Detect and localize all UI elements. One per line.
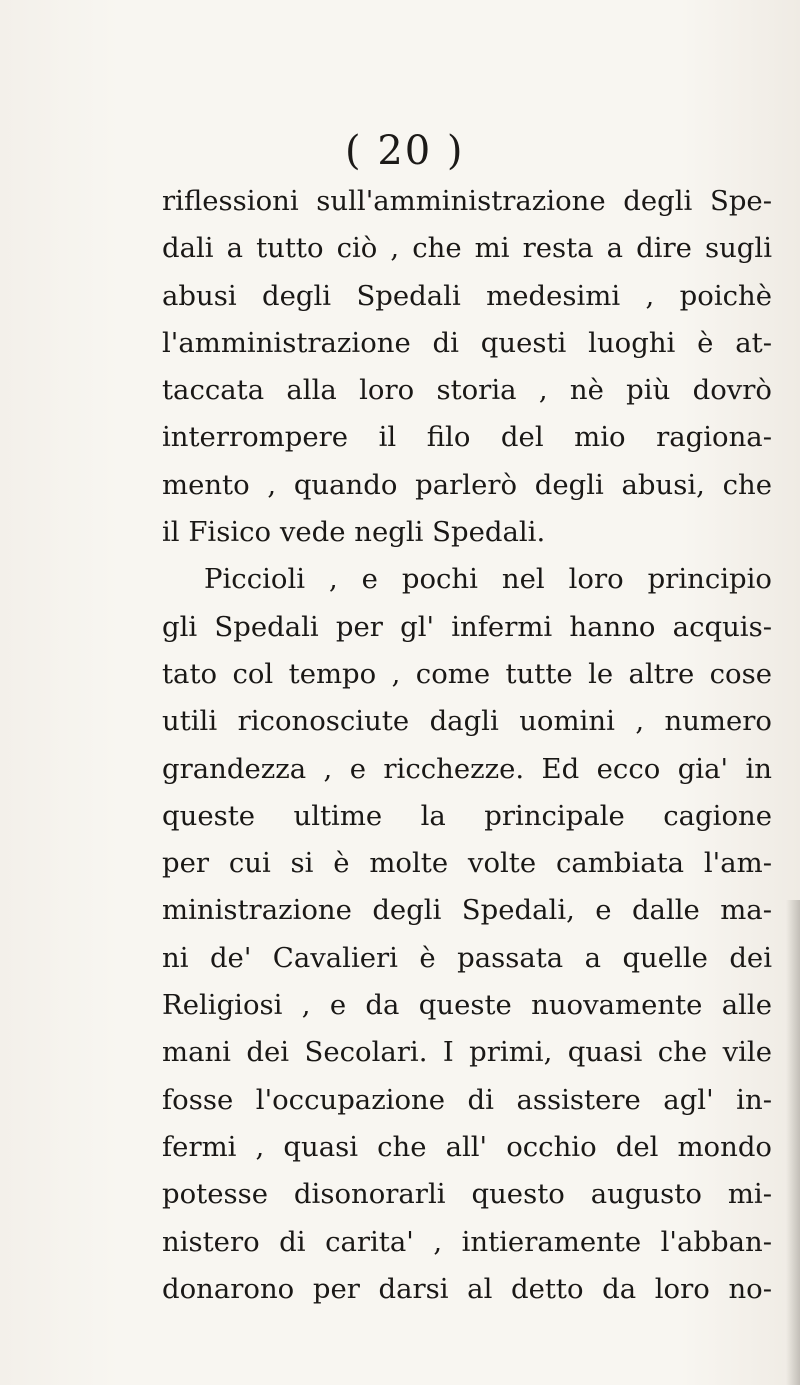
text-line: nistero di carita' , intieramente l'abban-	[162, 1225, 772, 1258]
text-line: potesse disonorarli questo augusto mi-	[162, 1178, 772, 1211]
text-line: ministrazione degli Spedali, e dalle ma-	[162, 894, 772, 927]
text-line: dali a tutto ciò , che mi resta a dire sugli	[162, 232, 772, 265]
text-line: l'amministrazione di questi luoghi è at-	[162, 326, 772, 359]
text-line: fermi , quasi che all' occhio del mondo	[162, 1130, 772, 1163]
page-number: ( 20 )	[345, 128, 465, 174]
text-line: il Fisico vede negli Spedali.	[162, 516, 546, 549]
text-line: grandezza , e ricchezze. Ed ecco gia' in	[162, 752, 772, 785]
text-line: gli Spedali per gl' infermi hanno acquis-	[162, 610, 772, 643]
page-edge-shadow	[786, 900, 800, 1385]
text-line: mani dei Secolari. I primi, quasi che vile	[162, 1036, 772, 1069]
text-line: per cui si è molte volte cambiata l'am-	[162, 847, 772, 880]
text-line: tato col tempo , come tutte le altre cose	[162, 657, 772, 690]
text-line: Religiosi , e da queste nuovamente alle	[162, 989, 772, 1022]
text-line: interrompere il filo del mio ragiona-	[162, 421, 772, 454]
text-line: Piccioli , e pochi nel loro principio	[204, 563, 772, 596]
text-line: queste ultime la principale cagione	[162, 799, 772, 832]
body-text	[162, 178, 772, 1313]
text-line: fosse l'occupazione di assistere agl' in-	[162, 1083, 772, 1116]
text-line: riflessioni sull'amministrazione degli Spe-	[162, 185, 772, 217]
text-line: utili riconosciute dagli uomini , numero	[162, 705, 772, 738]
text-line: taccata alla loro storia , nè più dovrò	[162, 374, 772, 407]
text-line: donarono per darsi al detto da loro no-	[162, 1272, 772, 1305]
text-line: ni de' Cavalieri è passata a quelle dei	[162, 941, 772, 974]
text-line: abusi degli Spedali medesimi , poichè	[162, 279, 772, 312]
text-line: mento , quando parlerò degli abusi, che	[162, 468, 772, 501]
